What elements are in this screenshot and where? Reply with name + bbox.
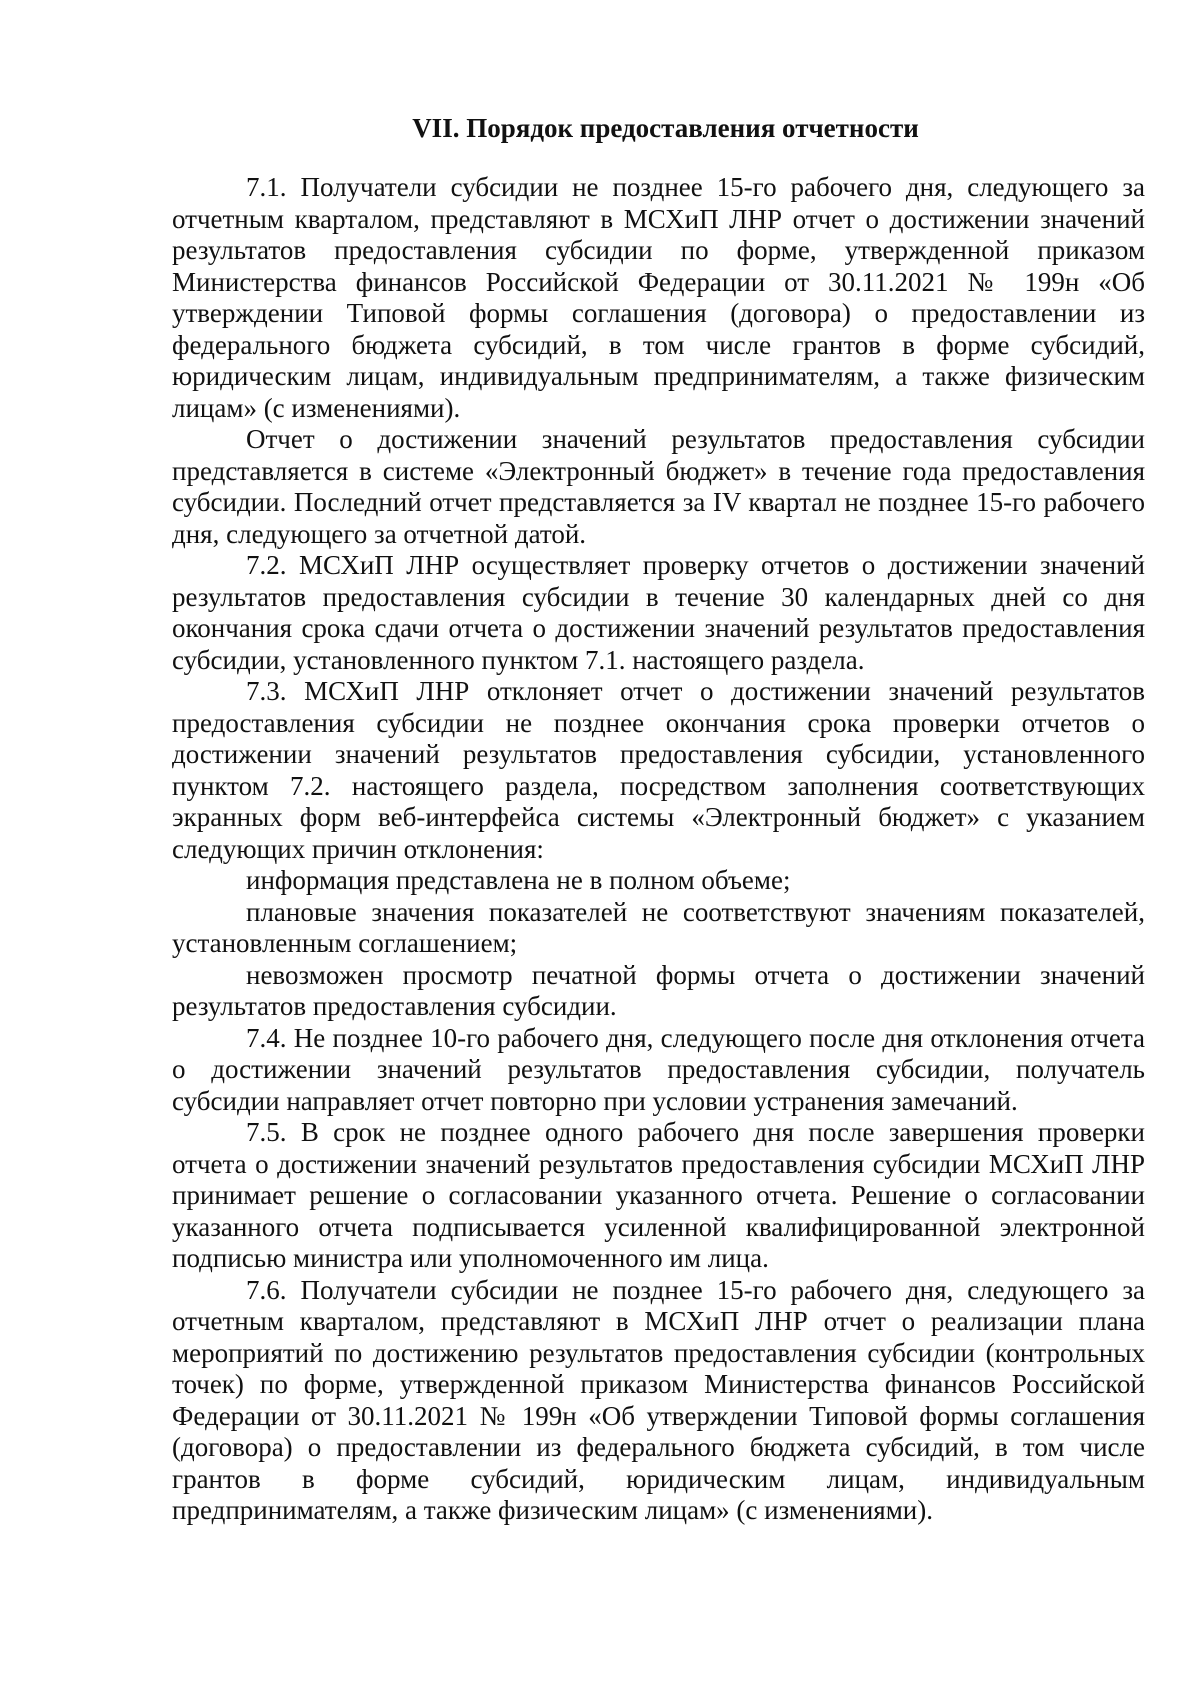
rejection-reason-mismatch: плановые значения показателей не соответствуют значениям показателей, установленным соглашением; — [172, 896, 1145, 958]
rejection-reason-no-print-form: невозможен просмотр печатной формы отчета о достижении значений результатов предоставления субсидии. — [172, 959, 1145, 1021]
paragraph-7-6: 7.6. Получатели субсидии не позднее 15-го рабочего дня, следующего за отчетным кварталом, представляют в МСХиП ЛНР отчет о реализации плана мероприятий по достижению результатов предоставления субсидии (контрольных точек) по форме, утвержденной приказом Министерства финансов Российской Федерации от 30.11.2021 № 199н «Об утверждении Типовой формы соглашения (договора) о предоставлении из федерального бюджета субсидий, в том числе грантов в форме субсидий, юридическим лицам, индивидуальным предпринимателям, а также физическим лицам» (с изменениями). — [172, 1274, 1145, 1525]
paragraph-7-3: 7.3. МСХиП ЛНР отклоняет отчет о достижении значений результатов предоставления субсидии не позднее окончания срока проверки отчетов о достижении значений результатов предоставления субсидии, установленного пунктом 7.2. настоящего раздела, посредством заполнения соответствующих экранных форм веб-интерфейса системы «Электронный бюджет» с указанием следующих причин отклонения: — [172, 676, 1145, 864]
paragraph-7-2: 7.2. МСХиП ЛНР осуществляет проверку отчетов о достижении значений результатов предоставления субсидии в течение 30 календарных дней со дня окончания срока сдачи отчета о достижении значений результатов предоставления субсидии, установленного пунктом 7.1. настоящего раздела. — [172, 550, 1145, 675]
paragraph-report-submission: Отчет о достижении значений результатов предоставления субсидии представляется в системе «Электронный бюджет» в течение года предоставления субсидии. Последний отчет представляется за IV квартал не позднее 15-го рабочего дня, следующего за отчетной датой. — [172, 424, 1145, 549]
paragraph-7-4: 7.4. Не позднее 10-го рабочего дня, следующего после дня отклонения отчета о достижении значений результатов предоставления субсидии, получатель субсидии направляет отчет повторно при условии устранения замечаний. — [172, 1022, 1145, 1116]
paragraph-7-1: 7.1. Получатели субсидии не позднее 15-го рабочего дня, следующего за отчетным кварталом, представляют в МСХиП ЛНР отчет о достижении значений результатов предоставления субсидии по форме, утвержденной приказом Министерства финансов Российской Федерации от 30.11.2021 № 199н «Об утверждении Типовой формы соглашения (договора) о предоставлении из федерального бюджета субсидий, в том числе грантов в форме субсидий, юридическим лицам, индивидуальным предпринимателям, а также физическим лицам» (с изменениями). — [172, 172, 1145, 423]
section-heading: VII. Порядок предоставления отчетности — [412, 113, 919, 143]
document-body — [172, 112, 1145, 1527]
rejection-reason-incomplete: информация представлена не в полном объеме; — [246, 865, 791, 895]
paragraph-7-5: 7.5. В срок не позднее одного рабочего дня после завершения проверки отчета о достижении значений результатов предоставления субсидии МСХиП ЛНР принимает решение о согласовании указанного отчета. Решение о согласовании указанного отчета подписывается усиленной квалифицированной электронной подписью министра или уполномоченного им лица. — [172, 1117, 1145, 1273]
